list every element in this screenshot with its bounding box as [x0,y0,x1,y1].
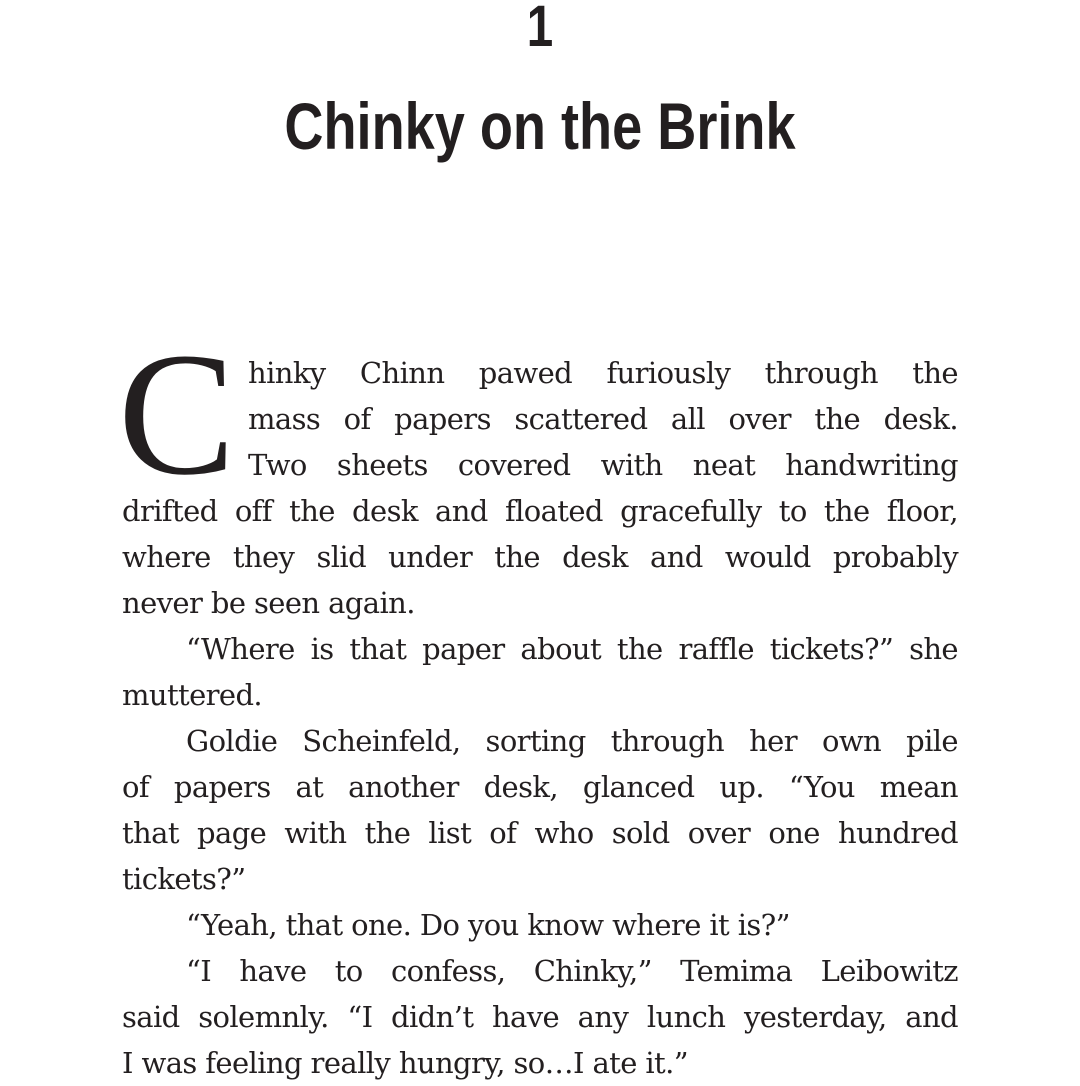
body-line: “Yeah, that one. Do you know where it is?” [186,908,790,942]
body-line: mass of papers scattered all over the desk. [248,402,958,436]
chapter-number: 1 [526,0,554,59]
body-line: tickets?” [122,862,246,896]
body-line: Goldie Scheinfeld, sorting through her own pile [186,724,958,758]
body-line: muttered. [122,678,263,712]
body-line: “Where is that paper about the raffle tickets?” she [186,632,958,666]
drop-cap-letter: C [118,317,236,512]
chapter-title: Chinky on the Brink [284,89,796,163]
body-line: drifted off the desk and floated gracefully to the floor, [122,494,958,528]
body-line: that page with the list of who sold over one hundred [122,816,958,850]
opening-lines [248,350,958,488]
body-line: said solemnly. “I didn’t have any lunch yesterday, and [122,1000,958,1034]
body-line: I was feeling really hungry, so…I ate it.” [122,1046,688,1080]
drop-cap [118,317,238,512]
body-text [122,488,958,1086]
body-line: Two sheets covered with neat handwriting [248,448,958,482]
body-line: where they slid under the desk and would probably [122,540,958,574]
body-line: of papers at another desk, glanced up. “You mean [122,770,958,804]
body-line: hinky Chinn pawed furiously through the [248,356,958,390]
body-line: never be seen again. [122,586,415,620]
body-line: “I have to confess, Chinky,” Temima Leibowitz [186,954,958,988]
